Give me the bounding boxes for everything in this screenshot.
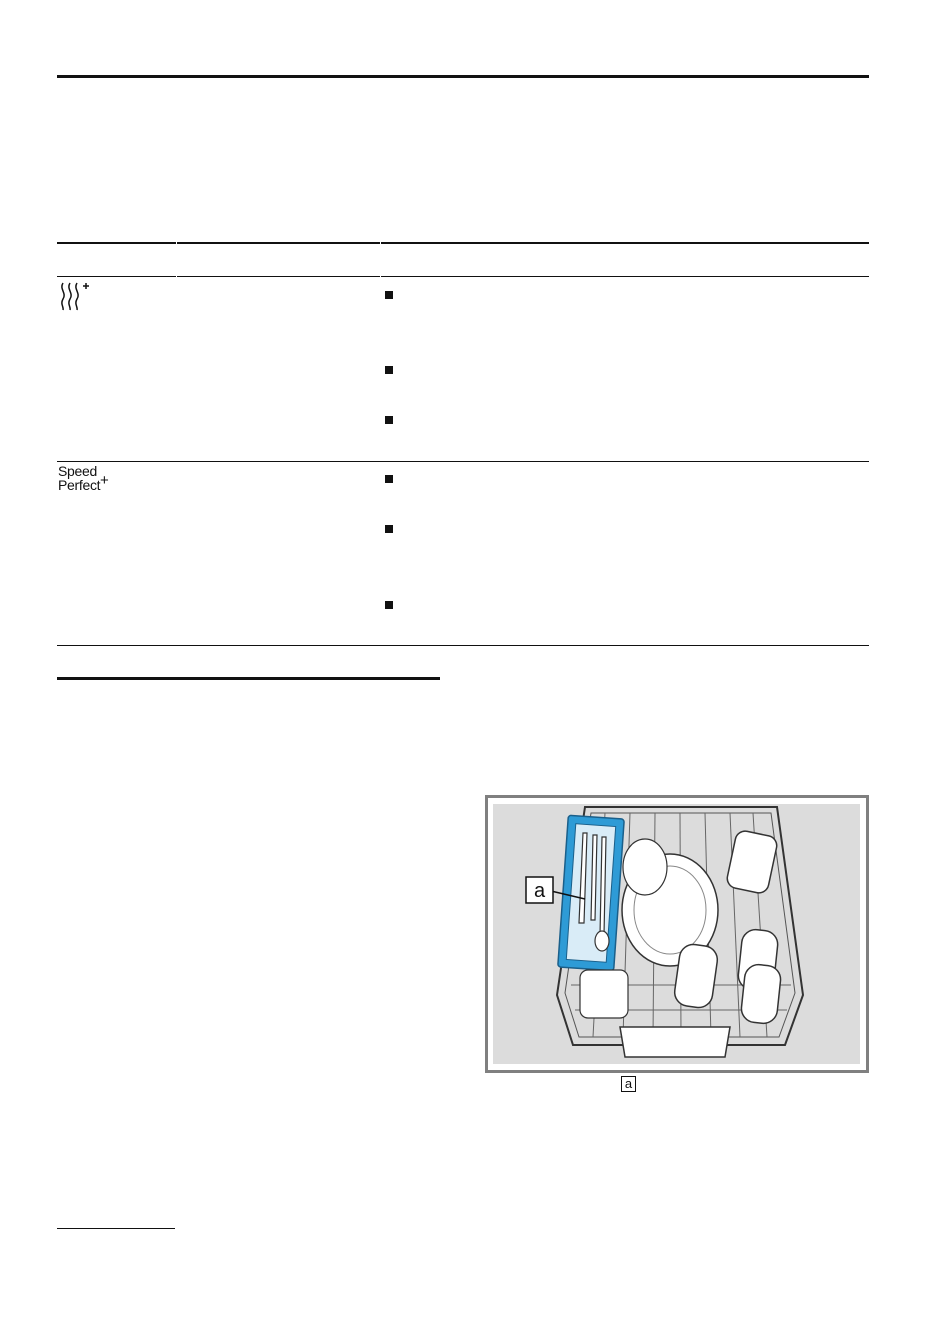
list-bullet: [385, 416, 393, 424]
list-bullet: [385, 475, 393, 483]
table-row-rule: [57, 461, 869, 462]
list-bullet: [385, 291, 393, 299]
section-heading-rule: [57, 677, 440, 680]
table-header-rule: [57, 276, 869, 277]
column-divider: [380, 242, 381, 277]
footnote-rule: [57, 1228, 175, 1229]
header-rule: [57, 75, 869, 78]
list-bullet: [385, 366, 393, 374]
list-bullet: [385, 601, 393, 609]
column-divider: [176, 242, 177, 277]
speed-perfect-plus: +: [100, 472, 109, 489]
intensive-drying-icon: [58, 281, 98, 311]
list-bullet: [385, 525, 393, 533]
speed-perfect-line1: Speed: [58, 463, 97, 479]
speed-perfect-icon: [58, 464, 118, 498]
caption-reference-badge: a: [621, 1076, 636, 1092]
table-top-rule: [57, 242, 869, 244]
table-bottom-rule: [57, 645, 869, 646]
figure-callout-label: a: [533, 880, 546, 902]
speed-perfect-line2: Perfect: [58, 477, 101, 493]
dishwasher-basket-illustration: [485, 795, 869, 1073]
